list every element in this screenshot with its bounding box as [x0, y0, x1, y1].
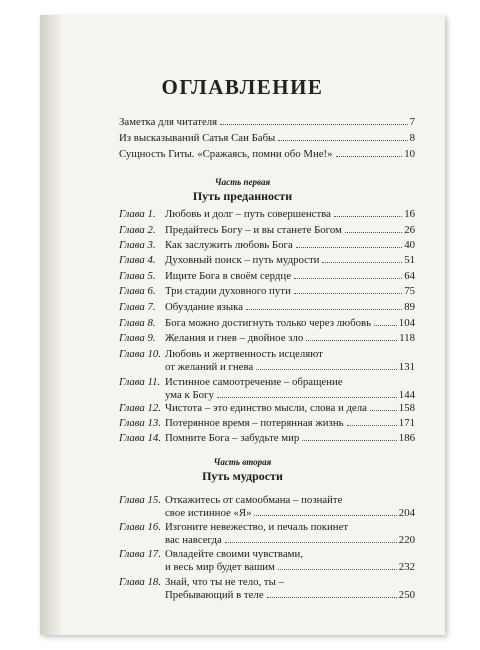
toc-chapter-entry — [119, 285, 415, 298]
chapter-number: Глава 18. — [119, 576, 162, 588]
chapter-title-block — [165, 576, 415, 602]
chapter-title-block — [165, 521, 415, 547]
toc-chapter-entry — [119, 317, 415, 330]
page-number: 40 — [404, 239, 415, 251]
leader-dots — [217, 397, 397, 398]
part-title: Путь преданности — [192, 189, 293, 203]
leader-dots — [294, 278, 402, 279]
leader-dots — [374, 325, 397, 326]
chapter-number: Глава 11. — [119, 376, 161, 388]
leader-dots — [322, 262, 402, 263]
toc-chapter-entry — [119, 376, 415, 402]
part-label: Часть первая — [214, 177, 271, 187]
page-number: 144 — [398, 389, 415, 401]
chapter-title-line2 — [165, 561, 415, 574]
entry-title: Из высказываний Сатья Саи Бабы — [119, 132, 276, 144]
chapter-title-line2 — [165, 534, 415, 547]
page-title: ОГЛАВЛЕНИЕ — [161, 75, 324, 99]
leader-dots — [294, 293, 402, 294]
page-number: 204 — [398, 507, 415, 519]
chapter-title-line1: Овладейте своими чувствами, — [165, 548, 303, 560]
toc-front-entry — [119, 132, 415, 145]
page-number: 158 — [398, 402, 415, 414]
chapter-number: Глава 8. — [119, 317, 156, 329]
leader-dots — [225, 542, 397, 543]
chapter-number: Глава 9. — [119, 332, 156, 344]
chapter-title-line1: Знай, что ты не тело, ты – — [165, 576, 284, 588]
entry-title: Сущность Гиты. «Сражаясь, помни обо Мне!» — [119, 148, 333, 160]
chapter-title: Ищите Бога в своём сердце — [165, 270, 291, 282]
chapter-title: Помните Бога – забудьте мир — [165, 432, 300, 444]
chapter-title: Потерянное время – потерянная жизнь — [165, 417, 344, 429]
chapter-number: Глава 15. — [119, 494, 162, 506]
page-number: 10 — [404, 148, 415, 160]
part-title: Путь мудрости — [202, 469, 283, 483]
chapter-title-line2-text: свое истинное «Я» — [165, 507, 252, 519]
chapter-title-line2-text: вас навсегда — [165, 534, 222, 546]
page-number: 250 — [398, 589, 415, 601]
leader-dots — [296, 247, 402, 248]
toc-chapter-entry — [119, 576, 415, 602]
chapter-title: Как заслужить любовь Бога — [165, 239, 293, 251]
chapter-number: Глава 6. — [119, 285, 156, 297]
toc-chapter-entry — [119, 417, 415, 430]
chapter-title-line1: Истинное самоотречение – обращение — [165, 376, 343, 388]
chapter-title-line2-text: Пребывающий в теле — [165, 589, 264, 601]
leader-dots — [302, 440, 397, 441]
chapter-title-line2 — [165, 389, 415, 402]
page-number: 186 — [398, 432, 415, 444]
chapter-title-line2 — [165, 507, 415, 520]
leader-dots — [246, 309, 402, 310]
leader-dots — [334, 216, 402, 217]
page-number: 232 — [398, 561, 415, 573]
page-number: 220 — [398, 534, 415, 546]
toc-chapter-entry — [119, 348, 415, 374]
chapter-number: Глава 5. — [119, 270, 156, 282]
toc-chapter-entry — [119, 270, 415, 283]
chapter-number: Глава 14. — [119, 432, 162, 444]
chapter-title: Обуздание языка — [165, 301, 244, 313]
toc-front-entry — [119, 116, 415, 129]
chapter-title-line2-text: от желаний и гнева — [165, 361, 254, 373]
chapter-title: Любовь и долг – путь совершенства — [165, 208, 331, 220]
chapter-title: Предайтесь Богу – и вы станете Богом — [165, 224, 342, 236]
leader-dots — [278, 140, 407, 141]
toc-front-entry — [119, 148, 415, 161]
page-number: 8 — [409, 132, 415, 144]
book-page — [40, 15, 445, 635]
leader-dots — [254, 515, 396, 516]
chapter-title: Бога можно достигнуть только через любовь — [165, 317, 372, 329]
chapter-title-block — [165, 548, 415, 574]
chapter-number: Глава 3. — [119, 239, 156, 251]
leader-dots — [256, 369, 397, 370]
part-label: Часть вторая — [213, 457, 272, 467]
chapter-number: Глава 2. — [119, 224, 156, 236]
toc-chapter-entry — [119, 432, 415, 445]
page-number: 51 — [404, 254, 415, 266]
chapter-title-line2-text: ума к Богу — [165, 389, 214, 401]
chapter-number: Глава 1. — [119, 208, 156, 220]
chapter-number: Глава 4. — [119, 254, 156, 266]
page-number: 89 — [404, 301, 415, 313]
leader-dots — [336, 156, 403, 157]
page-number: 64 — [404, 270, 415, 282]
chapter-title: Желания и гнев – двойное зло — [165, 332, 304, 344]
page-number: 75 — [404, 285, 415, 297]
toc-chapter-entry — [119, 521, 415, 547]
chapter-title-block — [165, 376, 415, 402]
chapter-number: Глава 12. — [119, 402, 162, 414]
toc-chapter-entry — [119, 402, 415, 415]
page-number: 118 — [399, 332, 415, 344]
toc-chapter-entry — [119, 254, 415, 267]
page-number: 7 — [409, 116, 415, 128]
leader-dots — [345, 232, 402, 233]
chapter-title: Чистота – это единство мысли, слова и дела — [165, 402, 367, 414]
entry-title: Заметка для читателя — [119, 116, 218, 128]
chapter-number: Глава 7. — [119, 301, 156, 313]
leader-dots — [220, 124, 407, 125]
chapter-title-line2-text: и весь мир будет вашим — [165, 561, 275, 573]
toc-chapter-entry — [119, 548, 415, 574]
chapter-title-block — [165, 348, 415, 374]
chapter-title-block — [165, 494, 415, 520]
leader-dots — [278, 569, 397, 570]
page-spine-shadow — [40, 15, 64, 635]
page-number: 26 — [404, 224, 415, 236]
page-number: 104 — [398, 317, 415, 329]
chapter-title-line1: Откажитесь от самообмана – познайте — [165, 494, 343, 506]
toc-chapter-entry — [119, 239, 415, 252]
leader-dots — [306, 340, 397, 341]
page-number: 131 — [398, 361, 415, 373]
page-number: 16 — [404, 208, 415, 220]
chapter-title-line1: Изгоните невежество, и печаль покинет — [165, 521, 349, 533]
page-number: 171 — [398, 417, 415, 429]
toc-chapter-entry — [119, 494, 415, 520]
leader-dots — [347, 425, 397, 426]
leader-dots — [267, 597, 397, 598]
chapter-title: Духовный поиск – путь мудрости — [165, 254, 320, 266]
chapter-title-line2 — [165, 589, 415, 602]
chapter-title-line2 — [165, 361, 415, 374]
chapter-number: Глава 13. — [119, 417, 162, 429]
chapter-number: Глава 16. — [119, 521, 162, 533]
chapter-title-line1: Любовь и жертвенность исцеляют — [165, 348, 323, 360]
chapter-number: Глава 17. — [119, 548, 162, 560]
toc-chapter-entry — [119, 332, 415, 345]
toc-chapter-entry — [119, 224, 415, 237]
chapter-number: Глава 10. — [119, 348, 162, 360]
leader-dots — [370, 410, 397, 411]
toc-chapter-entry — [119, 208, 415, 221]
toc-chapter-entry — [119, 301, 415, 314]
chapter-title: Три стадии духовного пути — [165, 285, 291, 297]
